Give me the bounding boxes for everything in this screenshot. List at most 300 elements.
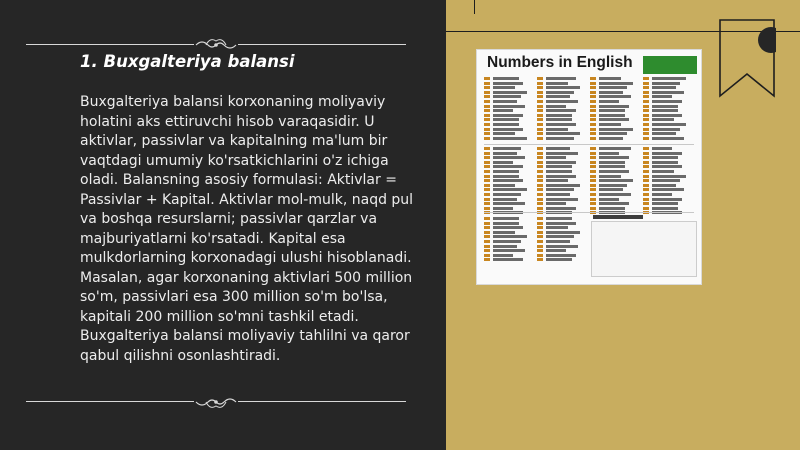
poster-row [484,188,696,192]
poster-cell-number [484,188,490,191]
poster-row [484,91,696,95]
poster-cell-word [493,128,523,131]
poster-cell-word [546,188,574,191]
poster-cell-word [652,132,676,135]
poster-cell-word [652,202,678,205]
poster-cell-number [590,118,596,121]
poster-row [484,193,696,197]
poster-cell-word [546,137,574,140]
poster-row [484,198,696,202]
poster-cell-word [546,128,568,131]
poster-cell-word [546,198,578,201]
poster-cell-number [590,100,596,103]
poster-cell-number [537,123,543,126]
poster-cell-word [546,156,566,159]
poster-row [484,114,696,118]
poster-cell-word [493,231,515,234]
poster-cell-number [643,100,649,103]
poster-row [484,184,696,188]
poster-cell-word [546,258,572,261]
poster-cell-word [652,179,680,182]
poster-row [484,100,696,104]
poster-cell-word [546,152,578,155]
poster-cell-word [599,114,625,117]
poster-cell-number [643,118,649,121]
frame-divider [474,0,475,14]
poster-cell-number [590,123,596,126]
poster-cell-number [484,91,490,94]
poster-row [484,123,696,127]
poster-cell-number [590,152,596,155]
poster-cell-word [599,207,625,210]
poster-divider [484,144,694,145]
poster-cell-number [643,82,649,85]
poster-cell-word [599,132,627,135]
poster-cell-word [546,165,572,168]
poster-cell-word [546,147,570,150]
poster-divider [484,212,694,213]
poster-cell-word [599,170,629,173]
poster-row [484,82,696,86]
poster-cell-number [484,118,490,121]
poster-cell-word [652,123,686,126]
poster-cell-number [590,207,596,210]
poster-cell-number [484,100,490,103]
slide-title: 1. Buxgalteriya balansi [80,52,295,71]
poster-cell-number [590,184,596,187]
poster-cell-number [537,109,543,112]
poster-cell-word [599,77,621,80]
poster-row [484,156,696,160]
poster-cell-word [546,207,576,210]
poster-cell-number [484,86,490,89]
poster-cell-number [643,193,649,196]
poster-cell-word [546,114,572,117]
poster-cell-number [537,132,543,135]
poster-row [484,132,696,136]
poster-cell-word [493,198,517,201]
poster-cell-word [493,188,527,191]
poster-cell-number [590,77,596,80]
poster-cell-number [537,170,543,173]
poster-cell-number [643,95,649,98]
poster-cell-word [652,161,678,164]
poster-cell-word [652,91,684,94]
poster-cell-word [652,109,678,112]
poster-large-numbers-box [591,221,697,277]
poster-cell-number [643,161,649,164]
poster-row [484,95,696,99]
poster-row [484,86,696,90]
poster-cell-word [493,175,519,178]
poster-cell-number [537,202,543,205]
poster-cell-word [546,105,566,108]
poster-cell-word [493,123,519,126]
poster-cell-word [546,91,574,94]
poster-cell-word [493,179,523,182]
poster-cell-word [599,118,629,121]
poster-cell-word [493,77,519,80]
poster-logo [643,56,697,74]
poster-cell-word [652,184,676,187]
poster-cell-number [643,152,649,155]
poster-cell-word [493,100,517,103]
poster-cell-number [537,86,543,89]
poster-cell-word [493,95,521,98]
poster-cell-number [537,235,543,238]
poster-row [484,202,696,206]
poster-row [484,179,696,183]
poster-cell-word [599,188,623,191]
poster-cell-word [599,152,619,155]
poster-cell-word [493,193,521,196]
poster-cell-number [643,170,649,173]
poster-title: Numbers in English [487,54,633,71]
poster-cell-number [537,217,543,220]
poster-cell-number [537,147,543,150]
poster-cell-word [599,156,629,159]
poster-cell-word [546,100,578,103]
poster-cell-number [643,179,649,182]
poster-cell-number [590,109,596,112]
poster-cell-word [493,82,523,85]
poster-cell-number [643,132,649,135]
poster-cell-number [590,170,596,173]
poster-cell-number [537,77,543,80]
poster-cell-word [546,123,576,126]
poster-cell-number [484,156,490,159]
poster-cell-word [546,222,576,225]
poster-row [484,109,696,113]
poster-cell-number [537,188,543,191]
poster-cell-number [484,179,490,182]
poster-cell-word [493,91,527,94]
poster-row [484,128,696,132]
poster-cell-number [537,184,543,187]
poster-cell-word [546,235,574,238]
poster-cell-word [546,193,570,196]
poster-cell-number [537,82,543,85]
poster-cell-number [484,184,490,187]
poster-cell-word [652,114,682,117]
poster-cell-number [537,137,543,140]
poster-cell-number [537,198,543,201]
poster-cell-word [599,137,623,140]
poster-cell-number [590,175,596,178]
poster-cell-number [484,137,490,140]
poster-cell-number [537,240,543,243]
poster-cell-number [484,132,490,135]
poster-cell-word [546,231,580,234]
poster-cell-number [590,165,596,168]
poster-cell-number [484,240,490,243]
poster-cell-number [590,193,596,196]
poster-cell-word [493,207,513,210]
poster-row [484,161,696,165]
poster-cell-word [493,170,519,173]
poster-cell-word [546,82,568,85]
poster-cell-number [590,137,596,140]
poster-cell-number [643,175,649,178]
poster-cell-number [484,152,490,155]
poster-cell-number [643,77,649,80]
poster-cell-word [652,188,684,191]
poster-cell-word [599,128,633,131]
poster-cell-word [652,137,684,140]
poster-cell-word [652,147,672,150]
poster-cell-word [652,165,682,168]
poster-cell-number [537,226,543,229]
poster-cell-number [484,165,490,168]
poster-cell-word [493,161,513,164]
poster-cell-word [652,193,672,196]
poster-cell-word [493,258,523,261]
poster-cell-word [493,132,515,135]
slide-body-text: Buxgalteriya balansi korxonaning moliyaviy holatini aks ettiruvchi hisob varaqasidir. U aktivlar, passivlar va kapitalning ma'lum bir vaqtdagi umumiy ko'rsatkichlarini o'z ichiga oladi. Balansning asosiy formulasi: Aktivlar = Passivlar + Kapital. Aktivlar mol-mulk, naqd pul va boshqa resurslarni; passivlar qarzlar va majburiyatlarni ko'rsatadi. Kapital esa mulkdorlarning korxonadagi ulushi hisoblanadi. Masalan, agar korxonaning aktivlari 500 million so'm, passivlari esa 300 million so'm bo'lsa, kapitali 200 million so'mni tashkil etadi. Buxgalteriya balansi moliyaviy tahlilni va qaror qabul qilishni osonlashtiradi. [80,94,414,364]
poster-cell-number [643,184,649,187]
poster-cell-word [599,82,633,85]
poster-cell-word [546,86,580,89]
poster-cell-word [599,100,619,103]
poster-cell-word [493,254,513,257]
poster-cell-number [537,193,543,196]
poster-cell-number [484,193,490,196]
poster-cell-number [643,128,649,131]
poster-cell-word [599,86,627,89]
poster-cell-number [643,91,649,94]
poster-cell-number [590,179,596,182]
poster-cell-number [484,128,490,131]
poster-cell-number [484,245,490,248]
poster-cell-number [484,217,490,220]
poster-cell-word [546,184,580,187]
poster-cell-number [590,95,596,98]
poster-cell-number [643,188,649,191]
poster-cell-word [493,249,525,252]
poster-cell-word [652,152,682,155]
poster-cell-word [652,105,678,108]
poster-cell-word [599,147,631,150]
poster-row [484,170,696,174]
poster-cell-number [537,152,543,155]
poster-cell-word [546,179,568,182]
poster-row [484,175,696,179]
poster-cell-word [546,95,570,98]
poster-large-numbers-label [593,215,643,219]
poster-cell-number [484,147,490,150]
poster-cell-word [599,109,625,112]
poster-cell-word [652,175,686,178]
poster-cell-number [643,207,649,210]
poster-cell-word [652,86,676,89]
poster-cell-number [484,109,490,112]
poster-row [484,105,696,109]
poster-cell-word [599,193,631,196]
poster-cell-number [537,128,543,131]
poster-cell-number [484,207,490,210]
poster-row [484,77,696,81]
poster-cell-word [652,77,686,80]
poster-cell-number [484,198,490,201]
poster-cell-word [493,147,521,150]
poster-cell-word [599,202,629,205]
poster-cell-number [537,105,543,108]
poster-cell-word [493,240,521,243]
poster-cell-word [493,109,513,112]
poster-cell-number [643,123,649,126]
poster-cell-word [599,175,621,178]
poster-cell-number [643,165,649,168]
poster-cell-number [484,77,490,80]
poster-cell-number [484,175,490,178]
poster-cell-word [493,202,525,205]
poster-cell-number [537,165,543,168]
poster-row [484,118,696,122]
poster-cell-word [652,170,674,173]
poster-cell-number [643,156,649,159]
poster-row [484,152,696,156]
poster-cell-word [546,254,576,257]
poster-cell-number [537,91,543,94]
poster-cell-word [493,137,527,140]
numbers-poster-image [476,49,702,285]
poster-cell-number [590,86,596,89]
poster-cell-number [590,188,596,191]
poster-row [484,207,696,211]
poster-cell-number [484,114,490,117]
poster-cell-number [537,254,543,257]
poster-cell-number [537,231,543,234]
poster-cell-number [537,156,543,159]
poster-cell-word [546,240,570,243]
poster-cell-number [643,147,649,150]
poster-cell-word [599,123,621,126]
poster-cell-word [652,156,678,159]
poster-cell-word [652,95,672,98]
poster-cell-word [599,91,623,94]
poster-cell-word [493,226,523,229]
poster-cell-word [546,245,578,248]
poster-cell-word [493,235,527,238]
poster-cell-word [493,165,523,168]
poster-row [484,165,696,169]
poster-cell-word [652,128,680,131]
poster-cell-number [537,114,543,117]
poster-cell-number [590,91,596,94]
poster-cell-number [537,100,543,103]
poster-cell-number [537,161,543,164]
poster-cell-word [652,82,680,85]
poster-cell-number [537,118,543,121]
poster-cell-word [599,105,629,108]
poster-cell-word [493,156,525,159]
poster-cell-number [643,198,649,201]
poster-cell-number [537,222,543,225]
poster-cell-number [643,137,649,140]
poster-cell-number [590,202,596,205]
poster-cell-word [546,249,566,252]
poster-cell-number [484,231,490,234]
poster-cell-number [484,170,490,173]
poster-cell-number [537,258,543,261]
poster-cell-number [484,222,490,225]
poster-cell-number [484,235,490,238]
poster-cell-word [652,100,682,103]
poster-cell-word [599,95,631,98]
poster-cell-word [546,118,572,121]
poster-cell-number [537,207,543,210]
poster-cell-word [493,114,523,117]
poster-cell-number [643,202,649,205]
poster-cell-number [590,147,596,150]
poster-cell-word [493,152,517,155]
poster-cell-word [546,161,576,164]
poster-cell-number [537,175,543,178]
poster-cell-number [484,226,490,229]
poster-cell-word [546,132,580,135]
poster-cell-number [643,114,649,117]
poster-cell-number [484,161,490,164]
poster-cell-number [484,82,490,85]
poster-cell-number [590,128,596,131]
poster-cell-word [493,217,519,220]
poster-cell-word [546,109,576,112]
bookmark-icon [718,18,776,100]
poster-cell-word [493,118,519,121]
poster-cell-word [599,198,619,201]
poster-cell-number [590,132,596,135]
poster-cell-word [546,170,572,173]
poster-cell-number [643,105,649,108]
poster-cell-number [484,254,490,257]
poster-cell-number [643,86,649,89]
poster-cell-word [652,118,674,121]
poster-cell-number [590,161,596,164]
poster-cell-number [590,105,596,108]
poster-cell-word [546,202,566,205]
poster-cell-number [537,245,543,248]
poster-cell-word [546,77,576,80]
poster-cell-number [484,105,490,108]
poster-cell-word [599,165,625,168]
poster-cell-number [590,82,596,85]
poster-cell-word [652,198,682,201]
poster-cell-number [590,198,596,201]
flourish-icon [26,392,406,412]
poster-cell-number [643,109,649,112]
poster-cell-word [546,226,568,229]
poster-cell-number [484,95,490,98]
poster-cell-word [599,179,633,182]
poster-cell-number [590,156,596,159]
poster-cell-number [484,249,490,252]
poster-row [484,147,696,151]
poster-cell-word [493,105,525,108]
poster-cell-word [546,175,576,178]
poster-cell-number [537,95,543,98]
poster-row [484,137,696,141]
poster-cell-number [484,123,490,126]
poster-cell-word [599,184,627,187]
poster-cell-word [493,245,517,248]
poster-cell-number [537,249,543,252]
poster-cell-number [484,202,490,205]
poster-cell-word [599,161,625,164]
poster-cell-word [546,217,572,220]
poster-cell-number [537,179,543,182]
poster-cell-number [590,114,596,117]
poster-cell-number [484,258,490,261]
